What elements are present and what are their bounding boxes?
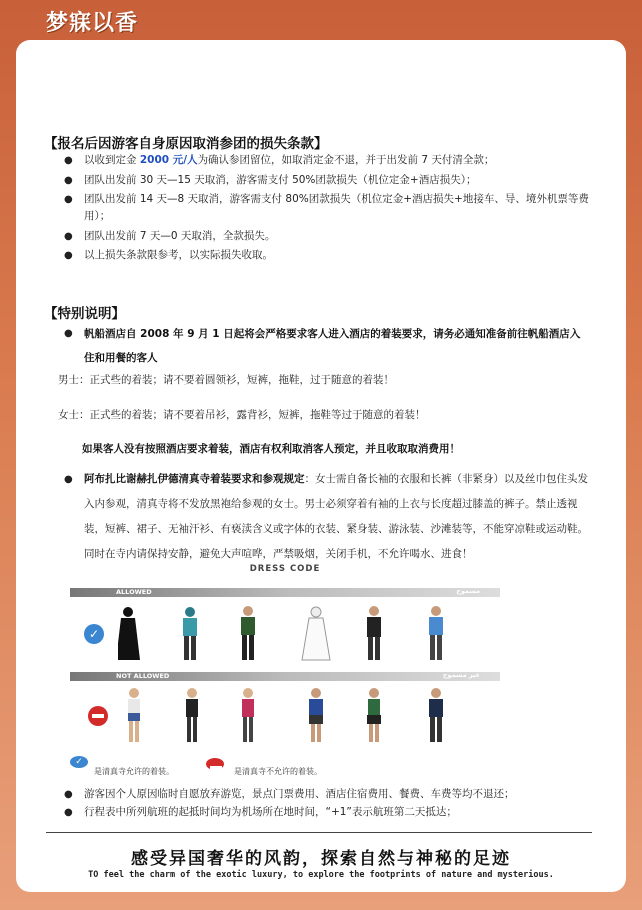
women-dress-rule: 女士：正式些的着装；请不要着吊衫，露背衫，短裤，拖鞋等过于随意的着装！ <box>58 409 426 421</box>
cancel-bullet-1 <box>64 152 604 169</box>
note-bullet-1 <box>64 786 604 803</box>
legend-ok-icon: ✓ <box>70 756 88 768</box>
cancel-section-title: 【报名后因游客自身原因取消参团的损失条款】 <box>44 136 328 152</box>
not-allowed-figures <box>118 686 478 744</box>
bullet-icon: ● <box>64 250 73 261</box>
cancel-bullet-5-text: 以上损失条款限参考，以实际损失收取。 <box>84 249 273 261</box>
deposit-amount: 2000 元/人 <box>139 154 198 166</box>
bullet-icon: ● <box>64 474 73 485</box>
bullet-icon: ● <box>64 807 73 818</box>
figure-man-tank <box>367 688 381 742</box>
dress-code-title: DRESS CODE <box>249 564 321 574</box>
not-allowed-label-ar: غير مسموح <box>442 671 480 679</box>
allowed-label: ALLOWED <box>116 588 152 596</box>
mosque-rule-title: 阿布扎比谢赫扎伊德清真寺着装要求和参观规定 <box>84 473 305 485</box>
hotel-warning: 如果客人没有按照酒店要求着装，酒店有权利取消客人预定，并且收取取消费用！ <box>82 443 460 455</box>
bullet-icon: ● <box>64 789 73 800</box>
dress-code-image <box>70 562 500 780</box>
hotel-dress-bullet <box>64 322 590 370</box>
figure-hijab-woman <box>183 607 197 660</box>
figure-man-green <box>241 606 255 660</box>
allowed-label-ar: مسموح <box>456 587 480 595</box>
cancel-bullet-5 <box>64 247 604 264</box>
figure-abaya-woman <box>118 607 140 660</box>
figure-man-dark <box>429 688 443 742</box>
legend-ok-text: 是清真寺允许的着装。 <box>94 767 174 776</box>
footer-divider <box>46 832 592 833</box>
note-1-text: 游客因个人原因临时自愿放弃游览，景点门票费用、酒店住宿费用、餐费、车费等均不退还； <box>84 788 515 800</box>
legend-no-icon <box>206 758 224 770</box>
not-allowed-label: NOT ALLOWED <box>116 672 170 680</box>
cancel-bullet-4 <box>64 228 604 245</box>
cancel-bullet-2-text: 团队出发前 30 天—15 天取消，游客需支付 50%团款损失（机位定金+酒店损失）； <box>84 174 477 186</box>
not-allowed-icon <box>88 706 108 726</box>
mosque-rule-text: ：女士需自备长袖的衣服和长裤（非紧身）以及丝巾包住头发入内参观，清真寺将不发放黑袍给参观的女士。男士必须穿着有袖的上衣与长度超过膝盖的裤子。禁止透视装，短裤、裙子、无袖汗衫、有亵渎含义或字体的衣装、紧身装、游泳装、沙滩装等，不能穿凉鞋或运动鞋。同时在寺内请保持安静，避免大声喧哗，严禁吸烟，关闭手机，不允许喝水、进食！ <box>84 473 588 560</box>
hotel-dress-text: 帆船酒店自 2008 年 9 月 1 日起将会严格要求客人进入酒店的着装要求，请务必通知准备前往帆船酒店入住和用餐的客人 <box>84 328 581 364</box>
figure-man-shorts-blue <box>309 688 323 742</box>
cancel-bullet-2 <box>64 172 604 189</box>
footer-slogan-cn: 感受异国奢华的风韵，探索自然与神秘的足迹 <box>131 849 511 869</box>
figure-woman-tight <box>186 688 198 742</box>
footer-slogan-en: TO feel the charm of the exotic luxury, to explore the footprints of nature and mysterious. <box>88 870 554 880</box>
figure-kandura-man <box>302 607 330 660</box>
allowed-figures <box>118 604 478 662</box>
figure-woman-sleeveless <box>242 688 254 742</box>
note-bullet-2 <box>64 804 604 821</box>
figure-man-suit <box>367 606 381 660</box>
bullet-icon: ● <box>64 155 73 166</box>
bullet-icon: ● <box>64 194 73 205</box>
cancel-bullet-3-text: 团队出发前 14 天—8 天取消，游客需支付 80%团款损失（机位定金+酒店损失+地接车、导、境外机票等费用）； <box>84 193 589 222</box>
figure-man-blue <box>429 606 443 660</box>
special-section-title: 【特别说明】 <box>44 306 125 322</box>
bullet-icon: ● <box>64 328 73 339</box>
figure-woman-shorts <box>128 688 140 742</box>
bullet-icon: ● <box>64 175 73 186</box>
mosque-bullet <box>64 467 592 567</box>
bullet-icon: ● <box>64 231 73 242</box>
men-dress-rule: 男士：正式些的着装；请不要着圆领衫，短裤，拖鞋，过于随意的着装！ <box>58 374 394 386</box>
cancel-bullet-3 <box>64 191 590 225</box>
legend-no-text: 是清真寺不允许的着装。 <box>234 767 322 776</box>
allowed-check-icon: ✓ <box>84 624 104 644</box>
deposit-text-post: 为确认参团留位，如取消定金不退，并于出发前 7 天付清全款； <box>197 154 495 166</box>
cancel-bullet-4-text: 团队出发前 7 天—0 天取消，全款损失。 <box>84 230 276 242</box>
note-2-text: 行程表中所列航班的起抵时间均为机场所在地时间，“+1”表示航班第二天抵达； <box>84 806 457 818</box>
brand-logo: 梦寐以香 <box>46 11 139 36</box>
deposit-text-pre: 以收到定金 <box>84 154 140 166</box>
